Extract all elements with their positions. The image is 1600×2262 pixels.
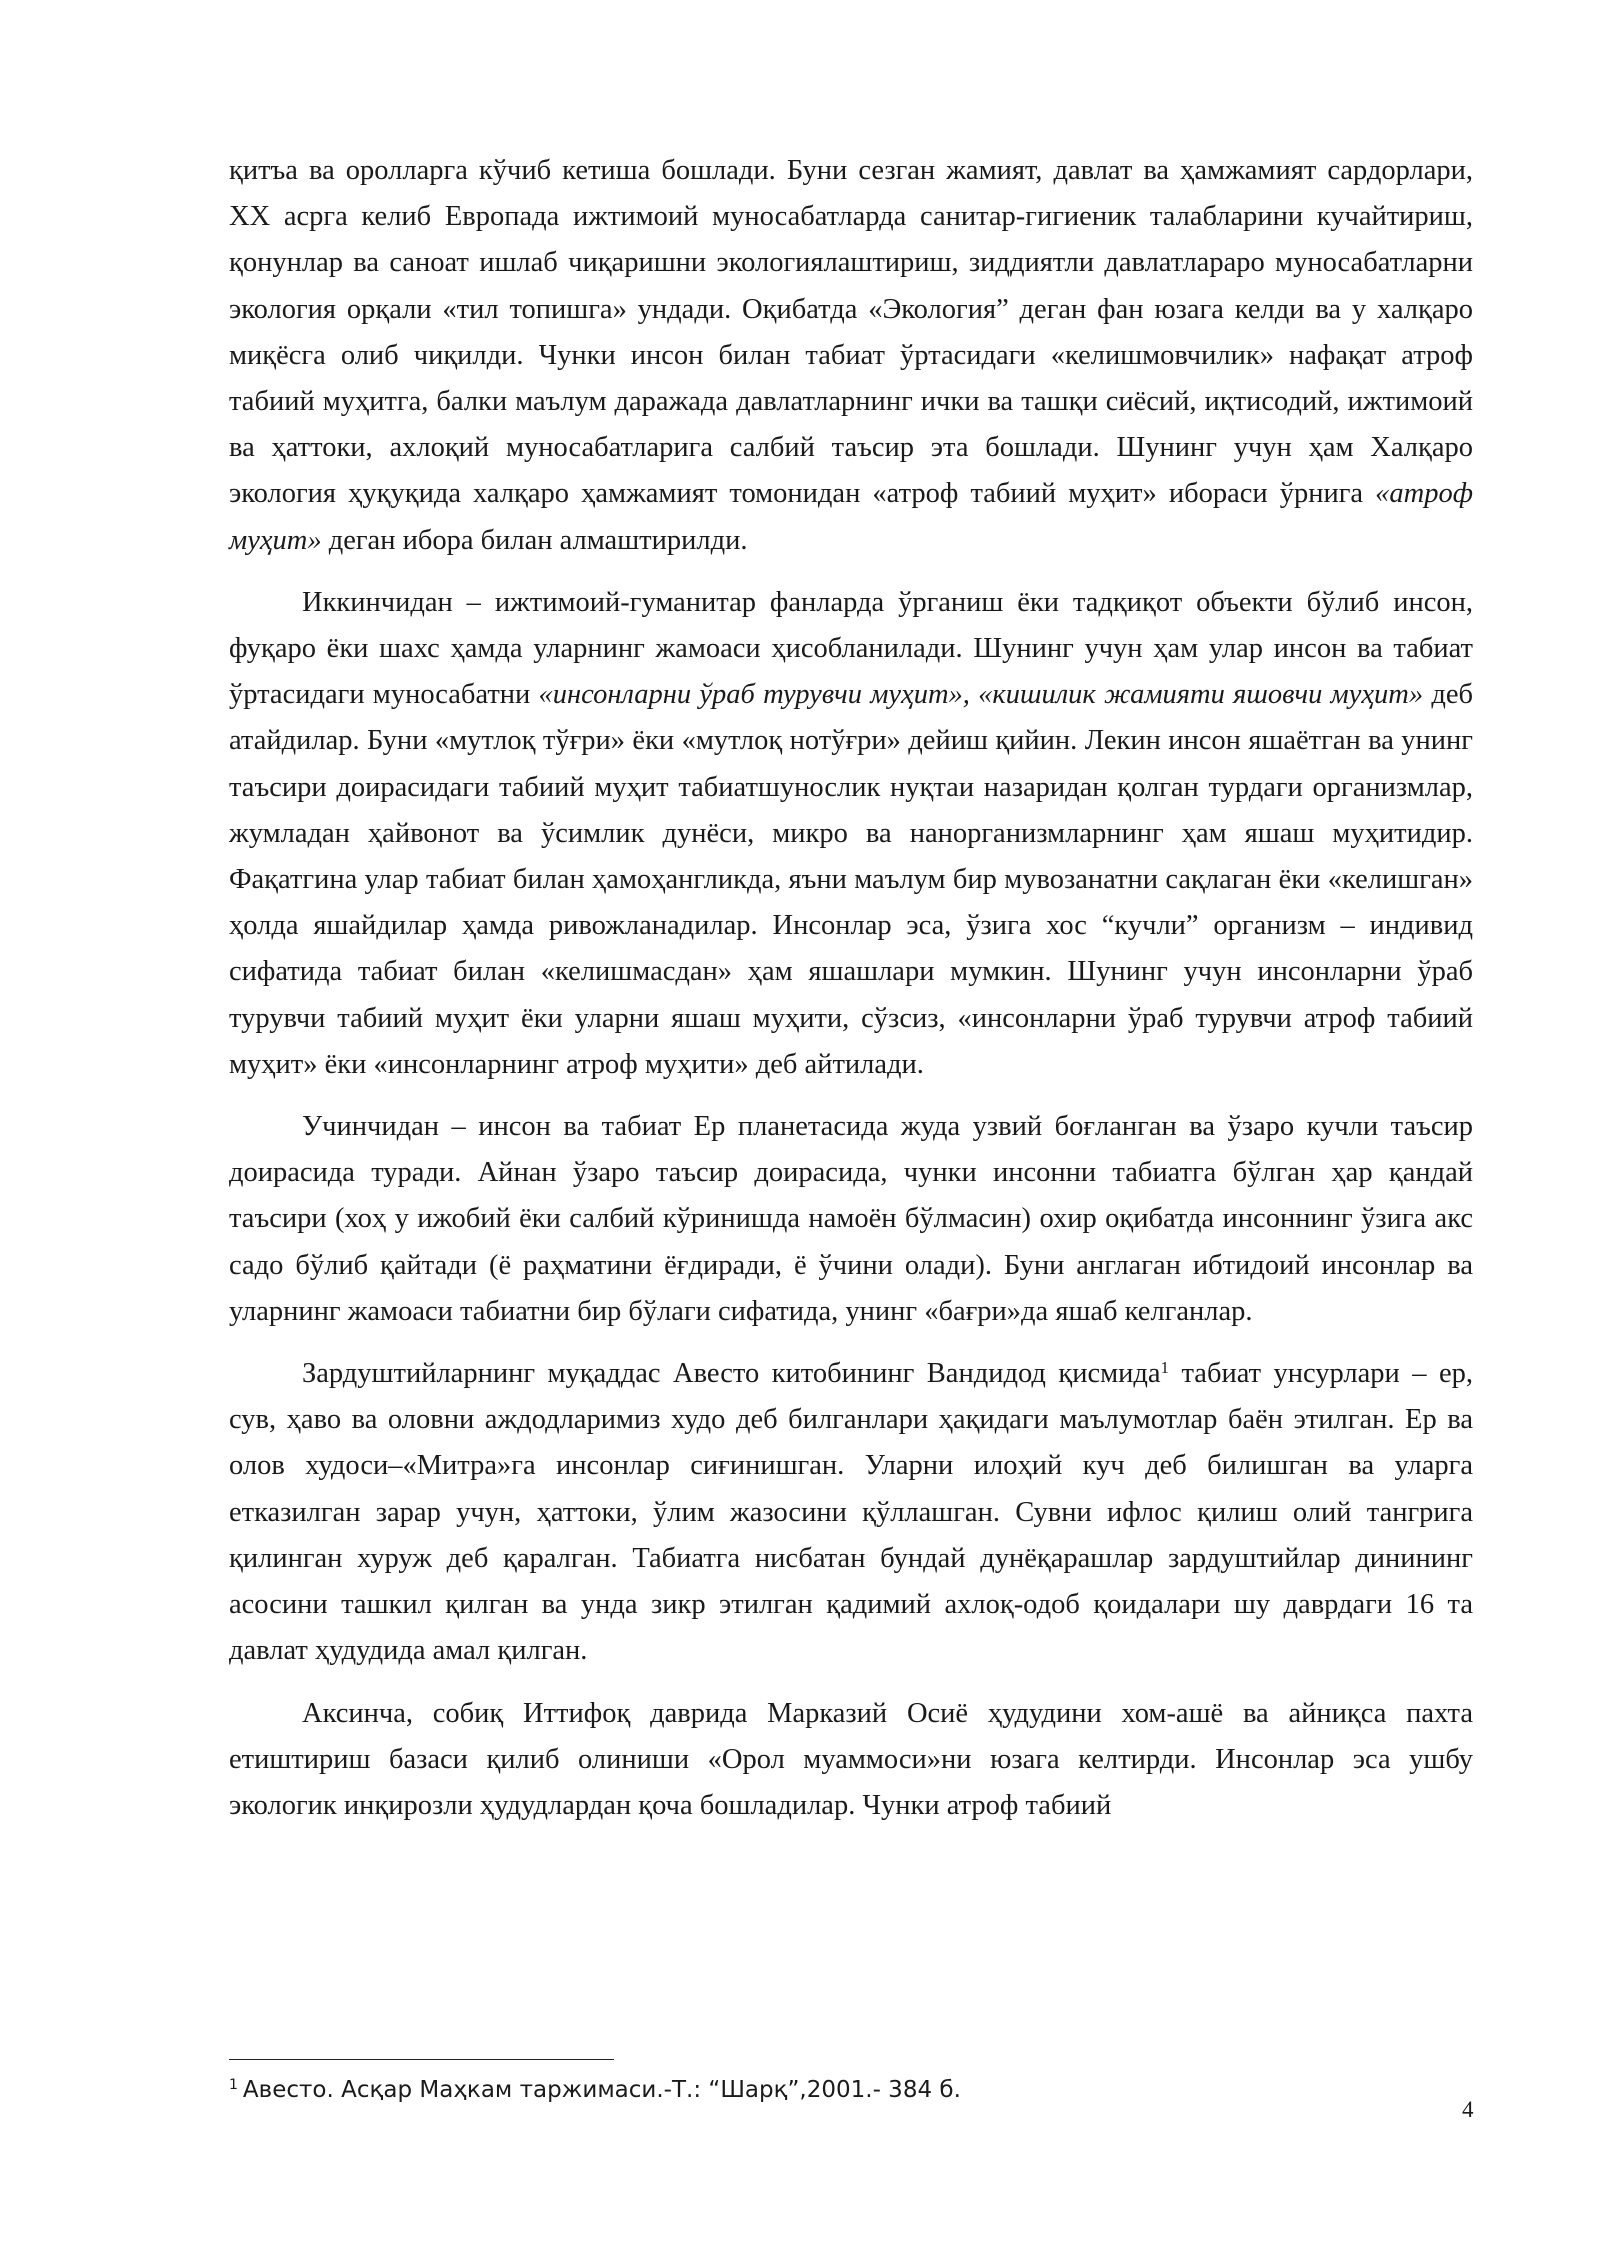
paragraph xyxy=(229,1351,1473,1674)
paragraph-text: қитъа ва оролларга кўчиб кетиша бошлади. Буни сезган жамият, давлат ва ҳамжамият сардорлари, XX асрга келиб Европада ижтимоий муносабатларда санитар-гигиеник талабларини кучайтириш, қонунлар ва саноат ишлаб чиқаришни экологиялаштириш, зиддиятли давлатлараро муносабатларни экология орқали «тил топишга» ундади. Оқибатда «Экология” деган фан юзага келди ва у халқаро миқёсга олиб чиқилди. Чунки инсон билан табиат ўртасидаги «келишмовчилик» нафақат атроф табиий муҳитга, балки маълум даражада давлатларнинг ички ва ташқи сиёсий, иқтисодий, ижтимоий ва ҳаттоки, ахлоқий муносабатларига салбий таъсир эта бошлади. Шунинг учун ҳам Халқаро экология ҳуқуқида халқаро ҳамжамият томонидан «атроф табиий муҳит» ибораси ўрнига xyxy=(229,155,1473,510)
paragraph-text: деб атайдилар. Буни «мутлоқ тўғри» ёки «мутлоқ нотўғри» дейиш қийин. Лекин инсон яшаётган ва унинг таъсири доирасидаги табиий муҳит табиатшунослик нуқтаи назаридан қолган турдаги организмлар, жумладан ҳайвонот ва ўсимлик дунёси, микро ва нанорганизмларнинг ҳам яшаш муҳитидир. Фақатгина улар табиат билан ҳамоҳангликда, яъни маълум бир мувозанатни сақлаган ёки «келишган» ҳолда яшайдилар ҳамда ривожланадилар. Инсонлар эса, ўзига хос “кучли” организм – индивид сифатида табиат билан «келишмасдан» ҳам яшашлари мумкин. Шунинг учун инсонларни ўраб турувчи табиий муҳит ёки уларни яшаш муҳити, сўзсиз, «инсонларни ўраб турувчи атроф табиий муҳит» ёки «инсонларнинг атроф муҳити» деб айтилади. xyxy=(229,679,1473,1080)
footnote-text: Авесто. Асқар Маҳкам таржимаси.-Т.: “Шарқ”,2001.- 384 б. xyxy=(242,2077,961,2103)
paragraph-text: Зардуштийларнинг муқаддас Авесто китобининг Вандидод қисмида xyxy=(302,1358,1161,1390)
page-number: 4 xyxy=(1462,2097,1474,2122)
paragraph-text: деган ибора билан алмаштирилди. xyxy=(321,524,748,556)
italic-text: «инсонларни ўраб турувчи муҳит», «кишилик жамияти яшовчи муҳит» xyxy=(538,679,1424,711)
footnote-reference: 1 xyxy=(1160,1358,1170,1378)
footnote-mark: 1 xyxy=(229,2077,238,2093)
paragraph xyxy=(229,1104,1473,1335)
paragraph xyxy=(229,1691,1473,1830)
paragraph xyxy=(229,148,1473,564)
body-text xyxy=(229,148,1473,1845)
paragraph-text: Аксинча, собиқ Иттифоқ даврида Марказий Осиё ҳудудини хом-ашё ва айниқса пахта етиштириш базаси қилиб олиниши «Орол муаммоси»ни юзага келтирди. Инсонлар эса ушбу экологик инқирозли ҳудудлардан қоча бошладилар. Чунки атроф табиий xyxy=(229,1697,1473,1821)
paragraph-text: Иккинчидан – ижтимоий-гуманитар фанларда ўрганиш ёки тадқиқот объекти бўлиб инсон, фуқаро ёки шахс ҳамда уларнинг жамоаси ҳисобланилади. Шунинг учун ҳам улар инсон ва табиат ўртасидаги муносабатни xyxy=(229,586,1473,711)
paragraph-text: Учинчидан – инсон ва табиат Ер планетасида жуда узвий боғланган ва ўзаро кучли таъсир доирасида туради. Айнан ўзаро таъсир доирасида, чунки инсонни табиатга бўлган ҳар қандай таъсири (хоҳ у ижобий ёки салбий кўринишда намоён бўлмасин) охир оқибатда инсоннинг ўзига акс садо бўлиб қайтади (ё раҳматини ёғдиради, ё ўчини олади). Буни англаган ибтидоий инсонлар ва уларнинг жамоаси табиатни бир бўлаги сифатида, унинг «бағри»да яшаб келганлар. xyxy=(229,1111,1473,1327)
paragraph xyxy=(229,580,1473,1088)
paragraph-text: табиат унсурлари – ер, сув, ҳаво ва оловни аждодларимиз худо деб билганлари ҳақидаги маълумотлар баён этилган. Ер ва олов худоси–«Митра»га инсонлар сиғинишган. Уларни илоҳий куч деб билишган ва уларга етказилган зарар учун, ҳаттоки, ўлим жазосини қўллашган. Сувни ифлос қилиш олий тангрига қилинган хуруж деб қаралган. Табиатга нисбатан бундай дунёқарашлар зардуштийлар динининг асосини ташкил қилган ва унда зикр этилган қадимий ахлоқ-одоб қоидалари шу даврдаги 16 та давлат ҳудудида амал қилган. xyxy=(229,1358,1473,1667)
footnote xyxy=(229,2075,1429,2105)
italic-text: «атроф муҳит» xyxy=(229,478,1473,556)
footnote-separator xyxy=(229,2059,614,2060)
